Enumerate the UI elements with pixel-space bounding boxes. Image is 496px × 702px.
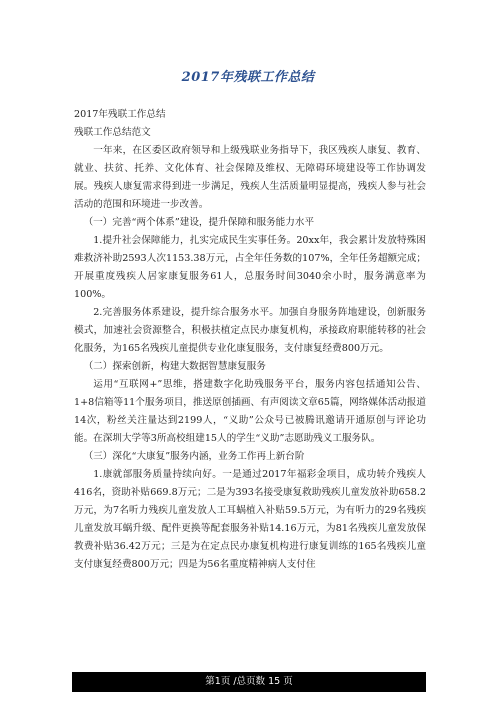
paragraph-intro: 一年来，在区委区政府领导和上级残联业务指导下，我区残疾人康复、教育、就业、扶贫、托养、文化体育、社会保障及维权、无障碍环境建设等工作协调发展。残疾人康复需求得到进一步满足，残疾人生活质量明显提高，残疾人参与社会活动的范围和环境进一步改善。 <box>74 145 426 210</box>
paragraph-social-security: 1.提升社会保障能力，扎实完成民生实事任务。20xx年，我会累计发放特殊困难救济补助2593人次1153.38万元，占全年任务数的107%，全年任务超额完成；开展重度残疾人居家康复服务61人，总服务时间3040余小时，服务满意率为100%。 <box>74 235 426 300</box>
paragraph-service-system: 2.完善服务体系建设，提升综合服务水平。加强自身服务阵地建设，创新服务模式，加速社会资源整合，积极扶植定点民办康复机构，承接政府职能转移的社会化服务，为165名残疾儿童提供专业化康复服务，支付康复经费800万元。 <box>74 307 426 354</box>
section-heading-2: （二）探索创新，构建大数据智慧康复服务 <box>83 361 266 372</box>
paragraph-rehab-dept: 1.康就部服务质量持续向好。一是通过2017年福彩金项目，成功转介残疾人416名，资助补贴669.8万元；二是为393名接受康复救助残疾儿童发放补助658.2万元，为7名听力残疾儿童发放人工耳蜗植入补贴59.5万元，为有听力的29名残疾儿童发放耳蜗升级、配件更换等配套服务补贴14.16万元，为81名残疾儿童发放保教费补贴36.42万元；三是为在定点民办康复机构进行康复训练的165名残疾儿童支付康复经费800万元；四是为56名重度精神病人支付住 <box>74 469 426 570</box>
section-heading-3: （三）深化“大康复”服务内涵，业务工作再上新台阶 <box>83 451 305 462</box>
paragraph-internet-plus: 运用“互联网+”思维，搭建数字化助残服务平台，服务内容包括通知公告、1+8信箱等11个服务项目，推送原创插画、有声阅读文章65篇，网络媒体活动报道14次，粉丝关注量达到2199人，“义助”公众号已被腾讯邀请开通原创与评论功能。在深圳大学等3所高校组建15人的学生“义助”志愿助残义工服务队。 <box>74 379 426 444</box>
document-body <box>74 106 426 574</box>
page-footer: 第1页 /总页数 15 页 <box>72 672 426 692</box>
paragraph-subheading: 残联工作总结范文 <box>74 127 151 138</box>
paragraph-heading: 2017年残联工作总结 <box>74 109 166 120</box>
section-heading-1: （一）完善“两个体系”建设，提升保障和服务能力水平 <box>83 217 315 228</box>
page-title: 2017年残联工作总结 <box>181 70 315 85</box>
